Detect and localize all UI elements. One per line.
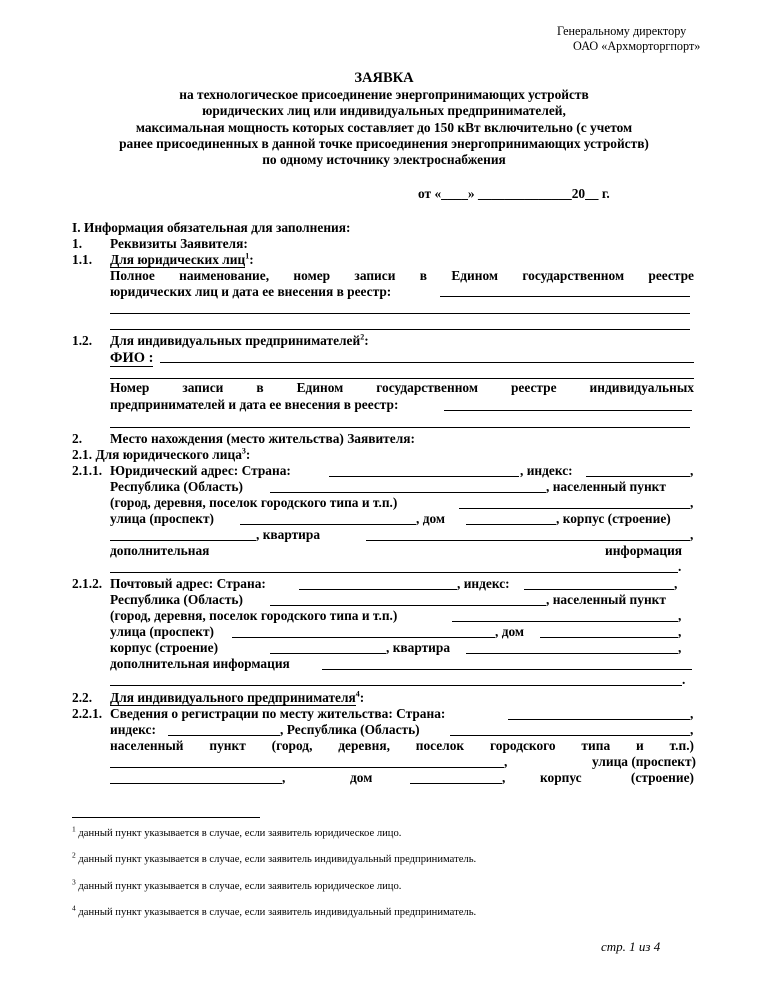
document-title: ЗАЯВКА xyxy=(354,70,414,86)
legal-apartment-field[interactable] xyxy=(366,540,690,541)
postal-additional-field[interactable] xyxy=(322,669,692,670)
comma: , xyxy=(504,754,508,769)
legal-additional-label-2: информация xyxy=(605,543,683,558)
item-2-number: 2. xyxy=(72,431,83,446)
footnote-1: $^1$ данный пункт указывается в случае, если заявитель юридическое лицо. xyxy=(72,824,402,839)
footnote-2: $^2$ данный пункт указывается в случае, если заявитель индивидуальный предприниматель. xyxy=(72,850,477,865)
ip-index-field[interactable] xyxy=(168,735,280,736)
legal-name-field-2[interactable] xyxy=(110,313,690,314)
postal-house-label: , дом xyxy=(495,624,525,639)
title-sub-2: юридических лиц или индивидуальных предпринимателей, xyxy=(202,103,566,118)
legal-settlement-type-label: (город, деревня, поселок городского типа и т.п.) xyxy=(110,495,398,510)
ip-house-label: дом xyxy=(350,770,373,785)
item-1-label: Реквизиты Заявителя: xyxy=(110,236,248,251)
postal-index-field[interactable] xyxy=(524,589,674,590)
postal-street-field[interactable] xyxy=(232,637,495,638)
postal-street-label: улица (проспект) xyxy=(110,624,215,639)
item-2-2-label: Для индивидуального предпринимателя$^4$: xyxy=(110,689,365,705)
item-2-1-label: 2.1. Для юридического лица$^3$: xyxy=(72,446,251,462)
comma: , xyxy=(690,463,694,478)
period: . xyxy=(678,559,682,574)
item-2-label: Место нахождения (место жительства) Заявителя: xyxy=(110,431,415,446)
legal-address-country-label: Юридический адрес: Страна: xyxy=(110,463,291,478)
postal-building-label: корпус (строение) xyxy=(110,640,219,655)
postal-additional-field-2[interactable] xyxy=(110,685,682,686)
comma: , xyxy=(690,706,694,721)
item-1-2-number: 1.2. xyxy=(72,333,93,348)
legal-country-field[interactable] xyxy=(329,476,519,477)
postal-house-field[interactable] xyxy=(540,637,678,638)
comma: , xyxy=(678,608,682,623)
comma: , xyxy=(678,624,682,639)
legal-building-field[interactable] xyxy=(110,540,256,541)
postal-building-field[interactable] xyxy=(270,653,386,654)
ip-country-field[interactable] xyxy=(508,719,690,720)
ip-region-field[interactable] xyxy=(450,735,690,736)
legal-settlement-label: , населенный пункт xyxy=(546,479,666,494)
legal-name-field-3[interactable] xyxy=(110,329,690,330)
comma: , xyxy=(674,576,678,591)
ip-region-label: , Республика (Область) xyxy=(280,722,420,737)
fio-field[interactable] xyxy=(160,362,694,363)
ip-index-label: индекс: xyxy=(110,722,156,737)
legal-additional-field[interactable] xyxy=(110,572,678,573)
postal-additional-label: дополнительная информация xyxy=(110,656,290,671)
item-1-1-text-1: Полное наименование, номер записи в Едином государственном реестре xyxy=(110,268,694,283)
item-2-1-2-number: 2.1.2. xyxy=(72,576,103,591)
legal-street-field[interactable] xyxy=(240,524,416,525)
ip-settlement-field[interactable] xyxy=(110,767,504,768)
postal-settlement-field[interactable] xyxy=(452,621,678,622)
ip-record-field[interactable] xyxy=(444,410,692,411)
recipient-line-2: ОАО «Архморторгпорт» xyxy=(573,39,701,53)
postal-index-label: , индекс: xyxy=(457,576,510,591)
legal-apartment-label: , квартира xyxy=(256,527,321,542)
legal-region-field[interactable] xyxy=(270,492,546,493)
ip-settlement-label: населенный пункт (город, деревня, поселок городского типа и т.п.) xyxy=(110,738,694,753)
ip-record-field-2[interactable] xyxy=(110,427,690,428)
title-sub-5: по одному источнику электроснабжения xyxy=(262,152,506,167)
legal-house-field[interactable] xyxy=(466,524,556,525)
item-1-number: 1. xyxy=(72,236,83,251)
period: . xyxy=(682,672,686,687)
comma: , xyxy=(690,495,694,510)
item-1-1-text-2: юридических лиц и дата ее внесения в реестр: xyxy=(110,284,392,299)
postal-settlement-label: , населенный пункт xyxy=(546,592,666,607)
comma: , xyxy=(502,770,506,785)
legal-region-label: Республика (Область) xyxy=(110,479,243,494)
title-sub-1: на технологическое присоединение энергопринимающих устройств xyxy=(179,87,589,102)
item-1-2-label: Для индивидуальных предпринимателей$^2$: xyxy=(110,332,369,348)
item-1-2-text-2: предпринимателей и дата ее внесения в реестр: xyxy=(110,397,399,412)
postal-apartment-field[interactable] xyxy=(466,653,678,654)
item-1-1-number: 1.1. xyxy=(72,252,93,267)
legal-house-label: , дом xyxy=(416,511,446,526)
item-2-2-1-number: 2.2.1. xyxy=(72,706,103,721)
legal-name-field[interactable] xyxy=(440,296,690,297)
footnote-3: $^3$ данный пункт указывается в случае, если заявитель юридическое лицо. xyxy=(72,877,402,892)
date-line: от «____» ______________20__ г. xyxy=(418,186,610,201)
legal-building-label: , корпус (строение) xyxy=(556,511,671,526)
postal-country-label: Почтовый адрес: Страна: xyxy=(110,576,266,591)
comma: , xyxy=(690,722,694,737)
item-1-1-label: Для юридических лиц$^1$: xyxy=(110,251,254,267)
legal-index-label: , индекс: xyxy=(520,463,573,478)
ip-registration-label: Сведения о регистрации по месту жительства: Страна: xyxy=(110,706,446,721)
page-number: стр. 1 из 4 xyxy=(601,939,661,954)
section-heading: I. Информация обязательная для заполнения: xyxy=(72,220,351,235)
legal-index-field[interactable] xyxy=(586,476,690,477)
ip-building-label: корпус (строение) xyxy=(540,770,694,785)
fio-label: ФИО : xyxy=(110,350,154,366)
item-2-1-1-number: 2.1.1. xyxy=(72,463,103,478)
title-sub-4: ранее присоединенных в данной точке присоединения энергопринимающих устройств) xyxy=(119,136,649,151)
legal-street-label: улица (проспект) xyxy=(110,511,215,526)
item-2-2-number: 2.2. xyxy=(72,690,93,705)
postal-region-field[interactable] xyxy=(270,605,546,606)
postal-region-label: Республика (Область) xyxy=(110,592,243,607)
legal-settlement-field[interactable] xyxy=(459,508,690,509)
comma: , xyxy=(282,770,286,785)
comma: , xyxy=(690,527,694,542)
ip-street-label: улица (проспект) xyxy=(592,754,697,769)
footnote-separator xyxy=(72,817,260,818)
comma: , xyxy=(678,640,682,655)
legal-additional-label: дополнительная xyxy=(110,543,210,558)
ip-house-field[interactable] xyxy=(410,783,502,784)
title-sub-3: максимальная мощность которых составляет до 150 кВт включительно (с учетом xyxy=(135,120,633,135)
postal-country-field[interactable] xyxy=(299,589,457,590)
postal-apartment-label: , квартира xyxy=(386,640,451,655)
postal-settlement-type-label: (город, деревня, поселок городского типа и т.п.) xyxy=(110,608,398,623)
ip-street-field[interactable] xyxy=(110,783,282,784)
item-1-2-text-1: Номер записи в Едином государственном реестре индивидуальных xyxy=(110,380,694,395)
recipient-line-1: Генеральному директору xyxy=(557,24,687,38)
fio-field-2[interactable] xyxy=(110,378,694,379)
footnote-4: $^4$ данный пункт указывается в случае, если заявитель индивидуальный предприниматель. xyxy=(72,903,477,918)
